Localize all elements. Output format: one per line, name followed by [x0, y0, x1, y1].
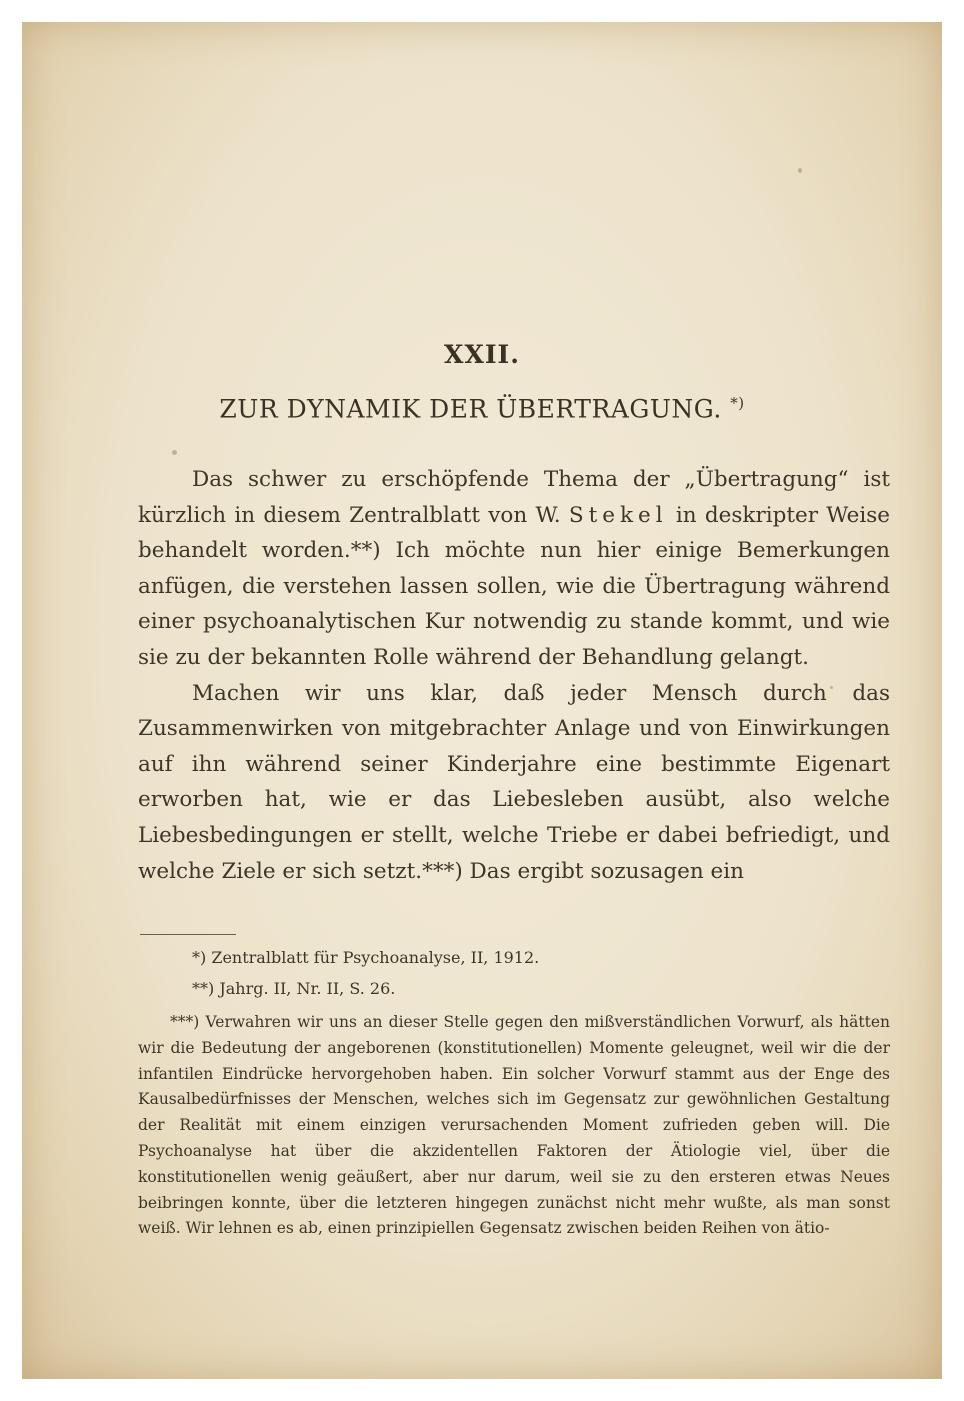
paragraph-1-part-2: in deskripter Weise behandelt worden.**) Ich möchte nun hier einige Bemerkungen anfügen, die verstehen lassen sollen, wie die Übertragung während einer psychoanalytischen Kur notwendig zu stande kommt, und wie sie zu der bekannten Rolle während der Behandlung gelangt.	[138, 502, 890, 670]
chapter-title	[22, 394, 942, 423]
footnote-1: *) Zentralblatt für Psychoanalyse, II, 1912.	[192, 948, 540, 967]
paragraph-1	[138, 462, 890, 676]
footnote-3: ***) Verwahren wir uns an dieser Stelle gegen den mißverständlichen Vorwurf, als hätten wir die Bedeutung der angeborenen (konstitutionellen) Momente geleugnet, weil wir die der infantilen Eindrücke hervorgehoben haben. Ein solcher Vorwurf stammt aus der Enge des Kausalbedürfnisses der Menschen, welches sich im Gegensatz zur gewöhnlichen Gestaltung der Realität mit einem einzigen verursachenden Moment zufrieden geben will. Die Psychoanalyse hat über die akzidentellen Faktoren der Ätiologie viel, über die konstitutionellen wenig geäußert, aber nur darum, weil sie zu den ersteren etwas Neues beibringen konnte, über die letzteren hingegen zunächst nicht mehr wußte, als man sonst weiß. Wir lehnen es ab, einen prinzipiellen Gegensatz zwischen beiden Reihen von ätio-	[138, 1013, 890, 1238]
chapter-title-footnote-mark: *)	[730, 394, 745, 412]
paragraph-2: Machen wir uns klar, daß jeder Mensch durch das Zusammenwirken von mitgebrachter Anlage und von Einwirkungen auf ihn während seiner Kinderjahre eine bestimmte Eigenart erworben hat, wie er das Liebesleben ausübt, also welche Liebesbedingungen er stellt, welche Triebe er dabei befriedigt, und welche Ziele er sich setzt.***) Das ergibt sozusagen ein	[138, 680, 890, 884]
body-text	[138, 462, 890, 889]
chapter-number: XXII.	[444, 340, 520, 369]
scanned-page	[22, 22, 942, 1379]
paragraph-1-part-1: Das schwer zu erschöpfende Thema der „Übertragung“ ist kürzlich in diesem Zentralblatt von W.	[138, 467, 890, 528]
author-name: Stekel	[568, 502, 668, 528]
paper-speck	[172, 450, 177, 455]
chapter-title-text: ZUR DYNAMIK DER ÜBERTRAGUNG.	[219, 394, 722, 424]
footnotes	[138, 942, 890, 1242]
footnote-divider	[140, 934, 236, 935]
footnote-2: **) Jahrg. II, Nr. II, S. 26.	[192, 979, 396, 998]
paper-speck	[798, 168, 802, 173]
